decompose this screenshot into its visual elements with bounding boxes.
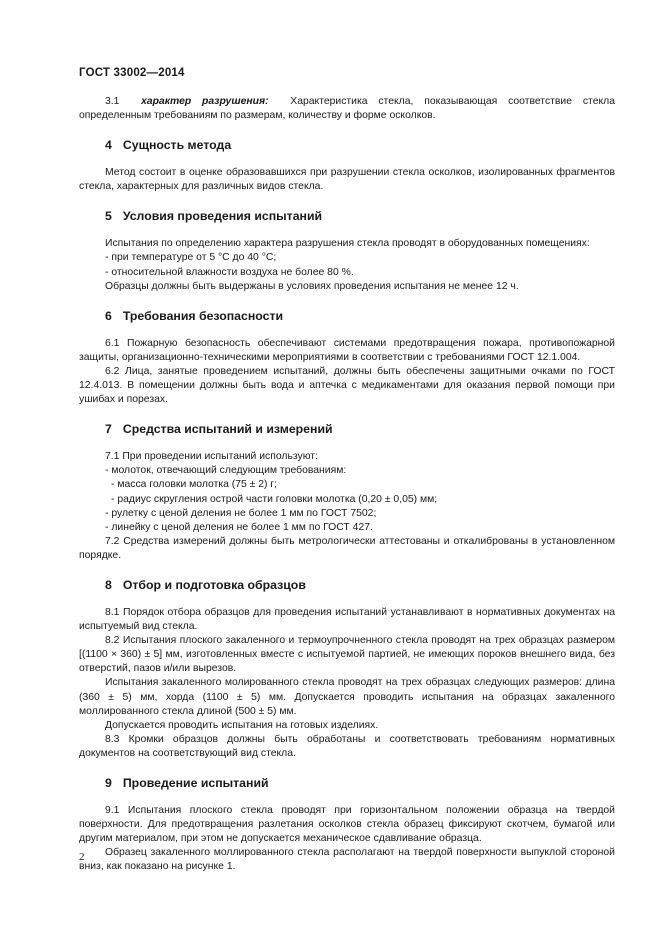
term-definition-3-1: [79, 95, 615, 123]
clause-8-3: 8.3 Кромки образцов должны быть обработаны и соответствовать требованиям нормативных документов на соответствующий вид стекла.: [79, 733, 615, 759]
sub-list-item: - масса головки молотка (75 ± 2) г;: [111, 479, 278, 491]
section-6-heading: 6 Требования безопасности: [105, 308, 284, 323]
section-4-heading: 4 Сущность метода: [105, 138, 232, 153]
clause-7-1: 7.1 При проведении испытаний используют:: [105, 451, 318, 463]
document-body: [79, 95, 615, 874]
list-item: - молоток, отвечающий следующим требованиям:: [105, 465, 347, 477]
list-item: - относительной влажности воздуха не более 80 %.: [105, 266, 354, 278]
term-name: характер разрушения:: [141, 96, 269, 107]
term-text: Характеристика стекла, показывающая соответствие стекла определенным требованиям по размерам, количеству и форме осколков.: [79, 96, 615, 122]
clause-8-2-paragraph: Допускается проводить испытания на готовых изделиях.: [105, 719, 379, 731]
clause-8-2-paragraph: Испытания закаленного молированного стекла проводят на трех образцах следующих размеров: длина (360 ± 5) мм, хорда (1100 ± 5) мм. Допускается проводить испытания на образцах закаленного моллированного стекла длиной (500 ± 5) мм.: [79, 677, 615, 717]
sub-list-item: - радиус скругления острой части головки молотка (0,20 ± 0,05) мм;: [111, 493, 438, 505]
section-8-heading: 8 Отбор и подготовка образцов: [105, 577, 306, 592]
clause-7-2: 7.2 Средства измерений должны быть метрологически аттестованы и откалиброваны в установленном порядке.: [79, 535, 615, 561]
section-5-paragraph: Испытания по определению характера разрушения стекла проводят в оборудованных помещениях:: [105, 238, 590, 250]
list-item: - линейку с ценой деления не более 1 мм по ГОСТ 427.: [105, 521, 373, 533]
list-item: - при температуре от 5 °С до 40 °С;: [105, 252, 277, 264]
section-5-paragraph: Образцы должны быть выдержаны в условиях проведения испытания не менее 12 ч.: [105, 280, 519, 292]
section-9-heading: 9 Проведение испытаний: [105, 776, 269, 790]
section-7-heading: 7 Средства испытаний и измерений: [105, 422, 333, 437]
clause-6-2: 6.2 Лица, занятые проведением испытаний, должны быть обеспечены защитными очками по ГОСТ 12.4.013. В помещении должны быть вода и аптечка с медикаментами для оказания первой помощи при ушибах и порезах.: [79, 365, 615, 406]
list-item: - рулетку с ценой деления не более 1 мм по ГОСТ 7502;: [105, 507, 377, 519]
clause-6-1: 6.1 Пожарную безопасность обеспечивают системами предотвращения пожара, противопожарной защиты, организационно-техническими мероприятиями в соответствии с требованиями ГОСТ 12.1.004.: [79, 337, 615, 363]
clause-8-1: 8.1 Порядок отбора образцов для проведения испытаний устанавливают в нормативных документах на испытуемый вид стекла.: [79, 606, 615, 633]
standard-header: ГОСТ 33002—2014: [79, 67, 185, 79]
section-5-heading: 5 Условия проведения испытаний: [105, 209, 323, 224]
section-4-paragraph: Метод состоит в оценке образовавшихся при разрушении стекла осколков, изолированных фрагментов стекла, характерных для различных видов стекла.: [79, 167, 615, 193]
term-number: 3.1: [105, 96, 120, 107]
clause-9-1-paragraph: Образец закаленного моллированного стекла располагают на твердой поверхности выпуклой стороной вниз, как показано на рисунке 1.: [79, 847, 615, 873]
clause-9-1: 9.1 Испытания плоского стекла проводят при горизонтальном положении образца на твердой поверхности. Для предотвращения разлетания осколков стекла образец фиксируют скотчем, бумагой или другим материалом, при этом не допускается механическое сдавливание образца.: [79, 805, 615, 845]
clause-8-2: 8.2 Испытания плоского закаленного и термоупрочненного стекла проводят на трех образцах размером [(1100 × 360) ± 5] мм, изготовленных вместе с испытуемой партией, не имеющих пороков внешнего вида, без отверстий, пазов и/или вырезов.: [79, 635, 615, 675]
page-number: 2: [79, 851, 85, 863]
